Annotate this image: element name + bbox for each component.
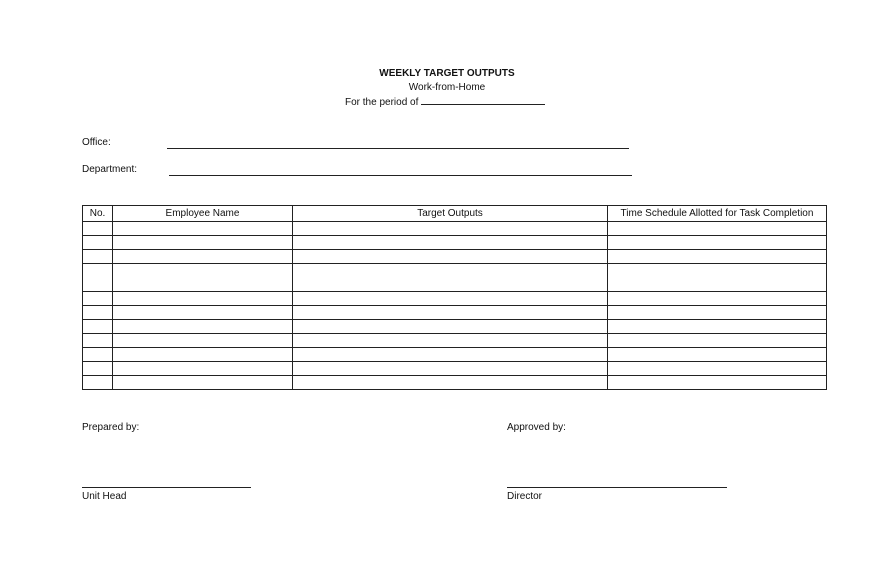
column-header-target-outputs: Target Outputs (293, 206, 608, 222)
period-field (345, 95, 545, 108)
cell-target-outputs[interactable] (293, 250, 608, 264)
table-row (83, 222, 827, 236)
table-row (83, 362, 827, 376)
cell-target-outputs[interactable] (293, 334, 608, 348)
unit-head-label: Unit Head (82, 491, 127, 502)
cell-employee-name[interactable] (113, 334, 293, 348)
table-row (83, 348, 827, 362)
cell-no[interactable] (83, 306, 113, 320)
cell-time-schedule[interactable] (608, 306, 827, 320)
column-header-no: No. (83, 206, 113, 222)
cell-employee-name[interactable] (113, 362, 293, 376)
cell-employee-name[interactable] (113, 306, 293, 320)
cell-target-outputs[interactable] (293, 320, 608, 334)
cell-time-schedule[interactable] (608, 250, 827, 264)
cell-time-schedule[interactable] (608, 264, 827, 292)
cell-no[interactable] (83, 334, 113, 348)
cell-employee-name[interactable] (113, 222, 293, 236)
form-title: WEEKLY TARGET OUTPUTS (379, 68, 515, 79)
period-blank-line[interactable] (421, 95, 545, 105)
cell-target-outputs[interactable] (293, 292, 608, 306)
target-outputs-table (82, 205, 827, 390)
cell-time-schedule[interactable] (608, 320, 827, 334)
cell-target-outputs[interactable] (293, 264, 608, 292)
cell-employee-name[interactable] (113, 320, 293, 334)
office-blank-line[interactable] (167, 148, 629, 149)
table-row (83, 264, 827, 292)
cell-time-schedule[interactable] (608, 362, 827, 376)
table-row (83, 250, 827, 264)
cell-employee-name[interactable] (113, 376, 293, 390)
cell-time-schedule[interactable] (608, 236, 827, 250)
cell-no[interactable] (83, 250, 113, 264)
table-row (83, 236, 827, 250)
table-row (83, 306, 827, 320)
cell-no[interactable] (83, 222, 113, 236)
cell-employee-name[interactable] (113, 264, 293, 292)
cell-time-schedule[interactable] (608, 348, 827, 362)
cell-target-outputs[interactable] (293, 376, 608, 390)
office-label: Office: (82, 137, 111, 148)
department-label: Department: (82, 164, 138, 175)
cell-time-schedule[interactable] (608, 222, 827, 236)
department-blank-line[interactable] (169, 175, 632, 176)
form-subtitle: Work-from-Home (408, 82, 486, 93)
cell-employee-name[interactable] (113, 236, 293, 250)
approved-by-label: Approved by: (507, 422, 566, 433)
cell-target-outputs[interactable] (293, 306, 608, 320)
cell-target-outputs[interactable] (293, 236, 608, 250)
cell-employee-name[interactable] (113, 250, 293, 264)
column-header-time-schedule: Time Schedule Allotted for Task Completion (608, 206, 827, 222)
cell-target-outputs[interactable] (293, 362, 608, 376)
prepared-by-label: Prepared by: (82, 422, 140, 433)
table-header-row (83, 206, 827, 222)
cell-employee-name[interactable] (113, 348, 293, 362)
table-row (83, 292, 827, 306)
column-header-employee-name: Employee Name (113, 206, 293, 222)
prepared-by-signature-line[interactable] (82, 487, 251, 488)
table-row (83, 320, 827, 334)
director-label: Director (507, 491, 543, 502)
cell-time-schedule[interactable] (608, 334, 827, 348)
cell-no[interactable] (83, 236, 113, 250)
approved-by-signature-line[interactable] (507, 487, 727, 488)
cell-employee-name[interactable] (113, 292, 293, 306)
cell-no[interactable] (83, 264, 113, 292)
cell-no[interactable] (83, 376, 113, 390)
cell-time-schedule[interactable] (608, 292, 827, 306)
cell-target-outputs[interactable] (293, 222, 608, 236)
cell-no[interactable] (83, 362, 113, 376)
period-label: For the period of (345, 97, 419, 108)
cell-no[interactable] (83, 320, 113, 334)
table-row (83, 376, 827, 390)
cell-no[interactable] (83, 348, 113, 362)
cell-no[interactable] (83, 292, 113, 306)
cell-target-outputs[interactable] (293, 348, 608, 362)
table-row (83, 334, 827, 348)
cell-time-schedule[interactable] (608, 376, 827, 390)
